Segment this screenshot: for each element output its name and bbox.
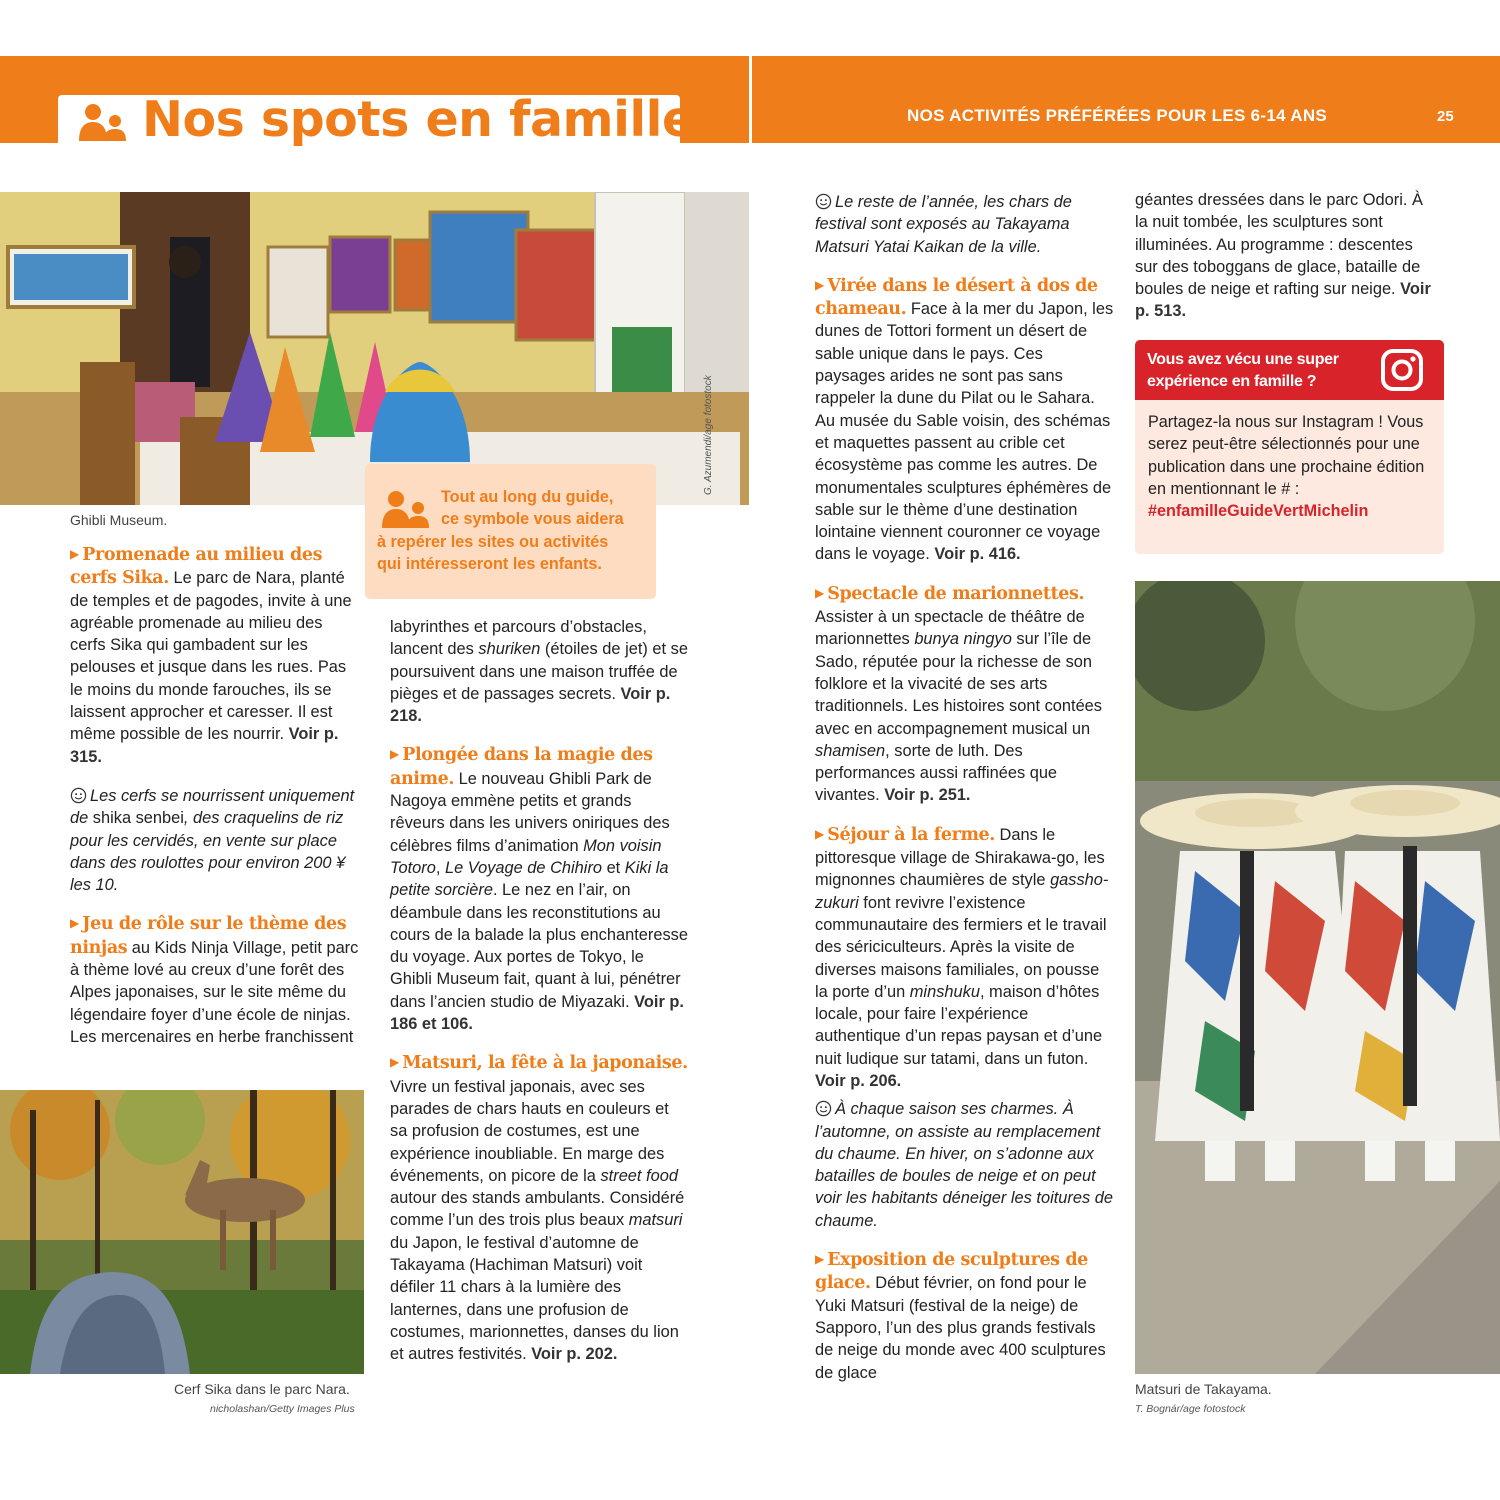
matsuri-photo-credit: T. Bognár/age fotostock	[1135, 1403, 1246, 1415]
entry-heading: Séjour à la ferme.	[827, 824, 995, 845]
instagram-box-header	[1135, 340, 1444, 400]
matsuri-photo-caption: Matsuri de Takayama.	[1135, 1381, 1272, 1397]
instagram-box-body	[1148, 411, 1438, 522]
entry-desert	[815, 275, 1115, 566]
entry-heading: Plongée dans la magie des anime.	[390, 745, 653, 789]
callout-line-1: Tout au long du guide,	[441, 488, 614, 506]
tip-sika	[70, 785, 362, 896]
entry-body: Le nouveau Ghibli Park de Nagoya emmène petits et grands rêveurs dans les univers oniriques des célèbres films d’animation	[390, 769, 670, 855]
smiley-icon	[815, 1100, 832, 1117]
entry-ninja	[70, 913, 362, 1048]
instagram-hashtag[interactable]: #enfamilleGuideVertMichelin	[1148, 502, 1369, 521]
callout-line-4: qui intéresseront les enfants.	[377, 554, 602, 573]
entry-term: street food	[600, 1166, 678, 1185]
bullet-triangle-icon: ▶	[815, 826, 825, 841]
entry-body: Vivre un festival japonais, avec ses parades de chars hauts en couleurs et sa profusion de costumes, est une expérience inoubliable. En marge des événements, on picore de la	[390, 1077, 669, 1185]
entry-body: ,	[435, 858, 445, 877]
column-4	[1135, 189, 1435, 323]
entry-heading: Virée dans le désert à dos de chameau.	[815, 275, 1098, 320]
bullet-triangle-icon: ▶	[815, 1252, 825, 1267]
entry-body: (étoiles de jet) et se poursuivent dans une maison truffée de pièges et de passages secrets.	[390, 640, 688, 703]
entry-term: gassho-zukuri	[815, 871, 1109, 912]
film-title: Mon voisin Totoro	[390, 836, 662, 877]
tip-text: Le reste de l’année, les chars de festival sont exposés au Takayama Matsuri Yatai Kaikan de la ville.	[815, 193, 1072, 256]
page-reference: Voir p. 315.	[70, 725, 339, 766]
bullet-triangle-icon: ▶	[390, 1055, 400, 1070]
page-reference: Voir p. 206.	[815, 1071, 902, 1090]
ghibli-museum-photo	[0, 192, 749, 505]
family-icon	[78, 103, 128, 143]
header-band-right	[752, 56, 1500, 143]
entry-body: Début février, on fond pour le Yuki Matsuri (festival de la neige) de Sapporo, l’un des plus grands festivals de neige du monde avec 400 sculptures de glace	[815, 1274, 1106, 1382]
entry-heading: Spectacle de marionnettes.	[827, 583, 1085, 604]
deer-photo	[0, 1090, 364, 1374]
entry-ice-continued	[1135, 189, 1435, 323]
deer-photo-caption: Cerf Sika dans le parc Nara.	[174, 1381, 350, 1397]
smiley-icon	[815, 193, 832, 210]
column-1	[70, 544, 362, 1065]
entry-farm	[815, 824, 1115, 1093]
column-3	[815, 191, 1115, 1401]
instagram-box-title: Vous avez vécu une super expérience en famille ?	[1147, 351, 1339, 390]
page-number: 25	[1437, 108, 1454, 125]
page-title: Nos spots en famille	[142, 91, 695, 148]
column-2	[390, 616, 690, 1383]
entry-body: au Kids Ninja Village, petit parc à thème lové au creux d’une forêt des Alpes japonaises, sur le site même du légendaire foyer d’une école de ninjas. Les mercenaires en herbe franchissent	[70, 938, 359, 1046]
instagram-icon[interactable]	[1380, 348, 1424, 392]
matsuri-photo	[1135, 581, 1500, 1374]
entry-body: et	[602, 858, 625, 877]
film-title: Kiki la petite sorcière	[390, 858, 669, 900]
running-head: NOS ACTIVITÉS PRÉFÉRÉES POUR LES 6-14 ANS	[907, 106, 1328, 125]
entry-body: géantes dressées dans le parc Odori. À la nuit tombée, les sculptures sont illuminées. Au programme : descentes sur des toboggans de glace, bataille de boules de neige et rafting sur neige.	[1135, 191, 1423, 299]
symbol-callout	[365, 464, 656, 599]
bullet-triangle-icon: ▶	[70, 547, 80, 561]
page-reference: Voir p. 202.	[531, 1345, 618, 1364]
entry-heading: Promenade au milieu des cerfs Sika.	[70, 545, 323, 589]
bullet-triangle-icon: ▶	[70, 916, 80, 931]
entry-body: . Le nez en l’air, on déambule dans les reconstitutions au cours de la balade la plus enchanteresse du voyage. Aux portes de Tokyo, le Ghibli Museum fait, quant à lui, pénétrer dans l’ancien studio de Miyazaki.	[390, 881, 688, 1011]
entry-term: matsuri	[628, 1211, 683, 1230]
entry-body: labyrinthes et parcours d’obstacles, lancent des	[390, 618, 647, 659]
tip-text: Les cerfs se nourrissent uniquement de	[70, 786, 355, 828]
entry-term: bunya ningyo	[914, 630, 1012, 649]
ghibli-photo-caption: Ghibli Museum.	[70, 512, 168, 528]
entry-matsuri	[390, 1052, 690, 1365]
entry-term: minshuku	[909, 982, 980, 1001]
entry-body: Dans le pittoresque village de Shirakawa-go, les mignonnes chaumières de style	[815, 825, 1105, 890]
tip-term: shika senbei	[92, 809, 184, 828]
entry-heading: Jeu de rôle sur le thème des ninjas	[70, 914, 347, 958]
tip-text: , des craquelins de riz pour les cervidés, en vente sur place dans des roulottes pour environ 200 ¥ les 10.	[70, 809, 346, 895]
instagram-box	[1135, 340, 1444, 554]
instagram-text: Partagez-la nous sur Instagram ! Vous serez peut-être sélectionnés pour une publication dans une prochaine édition en mentionnant le # :	[1148, 413, 1425, 498]
callout-line-2: ce symbole vous aidera	[441, 510, 624, 529]
entry-sika	[70, 544, 362, 768]
entry-puppets	[815, 583, 1115, 807]
callout-text	[377, 486, 647, 575]
ghibli-photo-credit: G. Azumendi/age fotostock	[703, 375, 714, 495]
entry-body: Le parc de Nara, planté de temples et de pagodes, invite à une agréable promenade au milieu des cerfs Sika qui gambadent sur les pelouses et jusque dans les rues. Pas le moins du monde farouches, ils se laissent approcher et caresser. Il est même possible de les nourrir.	[70, 569, 352, 744]
smiley-icon	[70, 787, 87, 804]
entry-heading: Matsuri, la fête à la japonaise.	[402, 1053, 688, 1074]
tip-text: À chaque saison ses charmes. À l’automne, on assiste au remplacement du chaume. En hiver, on s’adonne aux batailles de boules de neige et on peut voir les habitants déneiger les toitures de chaume.	[815, 1100, 1113, 1230]
entry-term: shamisen	[815, 741, 886, 760]
entry-body: autour des stands ambulants. Considéré comme l’un des trois plus beaux	[390, 1189, 685, 1230]
entry-body: font revivre l’existence communautaire des fermiers et le travail des sériciculteurs. Après la visite de diverses maisons familiales, on pousse la porte d’un	[815, 893, 1107, 1001]
tip-seasons	[815, 1098, 1115, 1232]
entry-body: Assister à un spectacle de théâtre de marionnettes	[815, 608, 1085, 649]
entry-ninja-continued	[390, 616, 690, 727]
entry-body: sur l’île de Sado, réputée pour la richesse de son folklore et la vivacité de ses arts traditionnels. Les histoires sont contées avec en accompagnement musical un	[815, 630, 1102, 738]
title-box	[58, 91, 695, 148]
entry-ice	[815, 1249, 1115, 1384]
callout-line-3: à repérer les sites ou activités	[377, 532, 609, 551]
entry-body: , sorte de luth. Des performances aussi raffinées que vivantes.	[815, 741, 1058, 805]
entry-anime	[390, 744, 690, 1035]
page-reference: Voir p. 251.	[884, 786, 971, 805]
page-reference: Voir p. 513.	[1135, 280, 1431, 321]
deer-photo-credit: nicholashan/Getty Images Plus	[210, 1403, 355, 1415]
entry-body: du Japon, le festival d’automne de Takayama (Hachiman Matsuri) voit défiler 11 chars à la lumière des lanternes, dans une profusion de costumes, marionnettes, danses du lion et autres festivités.	[390, 1233, 679, 1364]
page-reference: Voir p. 416.	[934, 545, 1021, 564]
bullet-triangle-icon: ▶	[815, 277, 825, 292]
film-title: Le Voyage de Chihiro	[444, 858, 603, 877]
entry-heading: Exposition de sculptures de glace.	[815, 1250, 1088, 1294]
bullet-triangle-icon: ▶	[815, 585, 825, 600]
tip-takayama	[815, 191, 1115, 258]
page-reference: Voir p. 186 et 106.	[390, 992, 684, 1034]
entry-term: shuriken	[478, 640, 541, 659]
entry-body: , maison d’hôtes locale, pour faire l’expérience authentique d’un repas paysan et d’une nuit ludique sur tatami, dans un futon.	[815, 982, 1103, 1068]
page-reference: Voir p. 218.	[390, 684, 671, 726]
bullet-triangle-icon: ▶	[390, 747, 400, 762]
entry-body: Face à la mer du Japon, les dunes de Tottori forment un désert de sable unique dans le pays. Ces paysages arides ne sont pas sans rappeler la dune du Pilat ou le Sahara. Au musée du Sable voisin, des schémas et maquettes passent au crible cet écosystème pas comme les autres. De monumentales sculptures éphémères de sable sur le thème d’une destination lointaine viennent couronner ce voyage dans le voyage.	[815, 300, 1114, 564]
